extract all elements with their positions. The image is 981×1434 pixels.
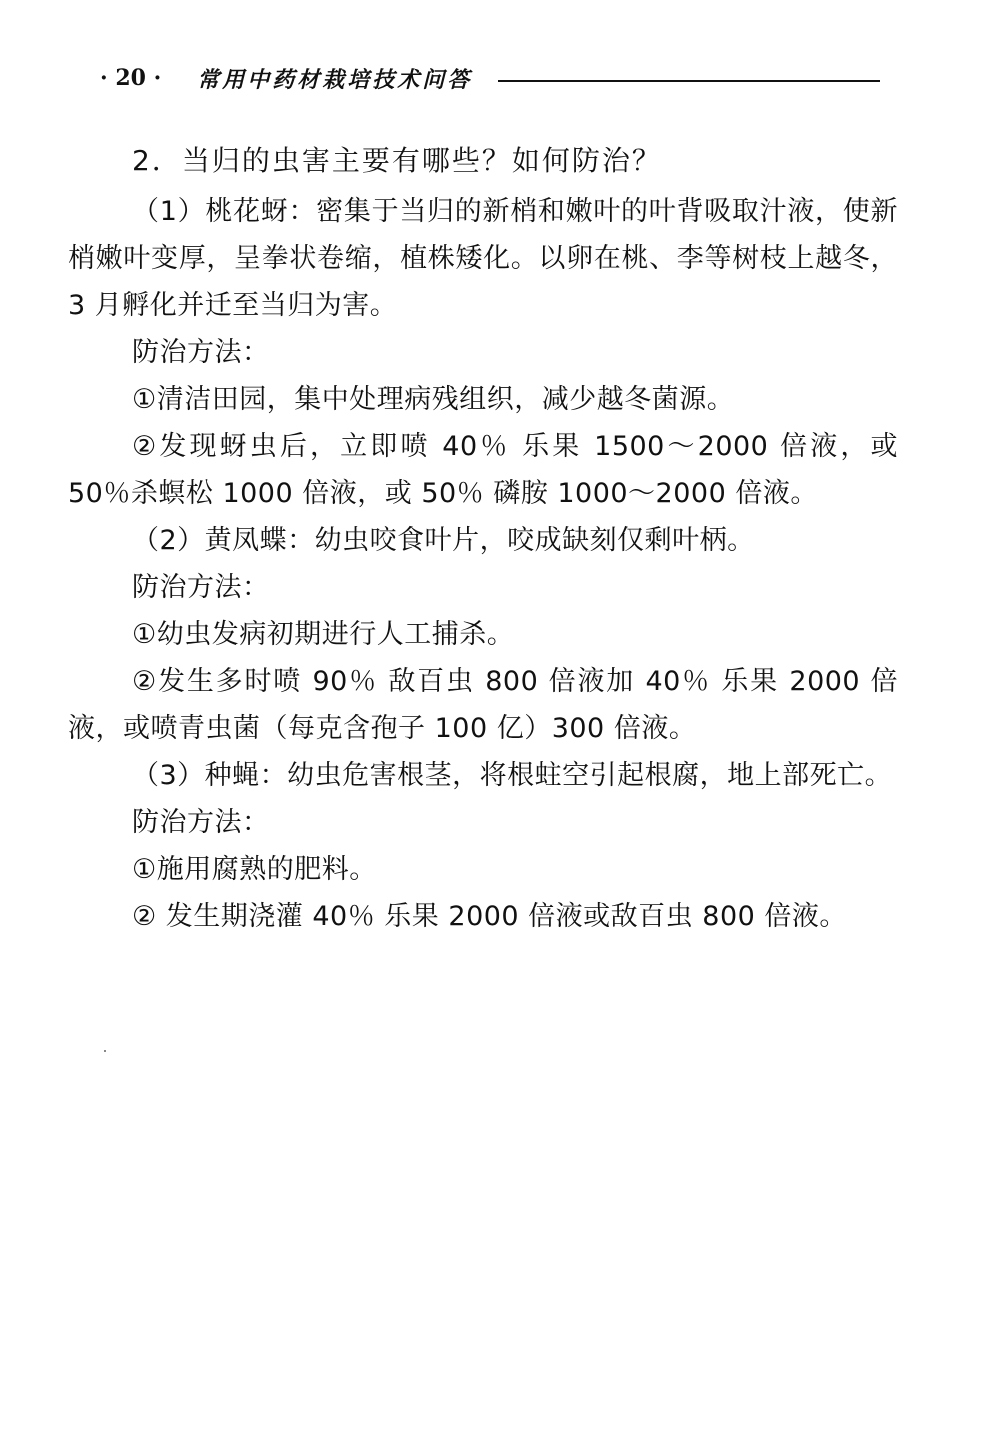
scan-speck bbox=[104, 1050, 106, 1052]
running-header bbox=[100, 60, 880, 96]
control-step-paragraph: ①施用腐熟的肥料。 bbox=[132, 854, 377, 885]
control-methods-heading: 防治方法： bbox=[132, 337, 270, 368]
control-methods-heading: 防治方法： bbox=[132, 807, 270, 838]
page-body bbox=[68, 138, 898, 940]
pest-seed-fly-paragraph: （3）种蝇：幼虫危害根茎，将根蛀空引起根腐，地上部死亡。 bbox=[132, 760, 893, 791]
control-step-paragraph: ①清洁田园，集中处理病残组织，减少越冬菌源。 bbox=[132, 384, 735, 415]
control-step-paragraph: ①幼虫发病初期进行人工捕杀。 bbox=[132, 619, 515, 650]
header-rule bbox=[498, 80, 880, 82]
book-title: 常用中药材栽培技术问答 bbox=[197, 66, 473, 93]
page-number: · 20 · bbox=[100, 65, 162, 91]
control-step-paragraph: ② 发生期浇灌 40％ 乐果 2000 倍液或敌百虫 800 倍液。 bbox=[132, 901, 847, 932]
pest-swallowtail-paragraph: （2）黄凤蝶：幼虫咬食叶片，咬成缺刻仅剩叶柄。 bbox=[132, 525, 755, 556]
pest-peach-aphid-paragraph: （1）桃花蚜：密集于当归的新梢和嫩叶的叶背吸取汁液，使新梢嫩叶变厚，呈拳状卷缩，植株矮化。以卵在桃、李等树枝上越冬，3 月孵化并迁至当归为害。 bbox=[68, 196, 898, 321]
control-step-paragraph: ②发现蚜虫后，立即喷 40％ 乐果 1500～2000 倍液，或 50％杀螟松 1000 倍液，或 50％ 磷胺 1000～2000 倍液。 bbox=[68, 431, 898, 509]
question-heading: 2．当归的虫害主要有哪些？如何防治？ bbox=[132, 144, 662, 177]
control-step-paragraph: ②发生多时喷 90％ 敌百虫 800 倍液加 40％ 乐果 2000 倍液，或喷青虫菌（每克含孢子 100 亿）300 倍液。 bbox=[68, 666, 898, 744]
control-methods-heading: 防治方法： bbox=[132, 572, 270, 603]
